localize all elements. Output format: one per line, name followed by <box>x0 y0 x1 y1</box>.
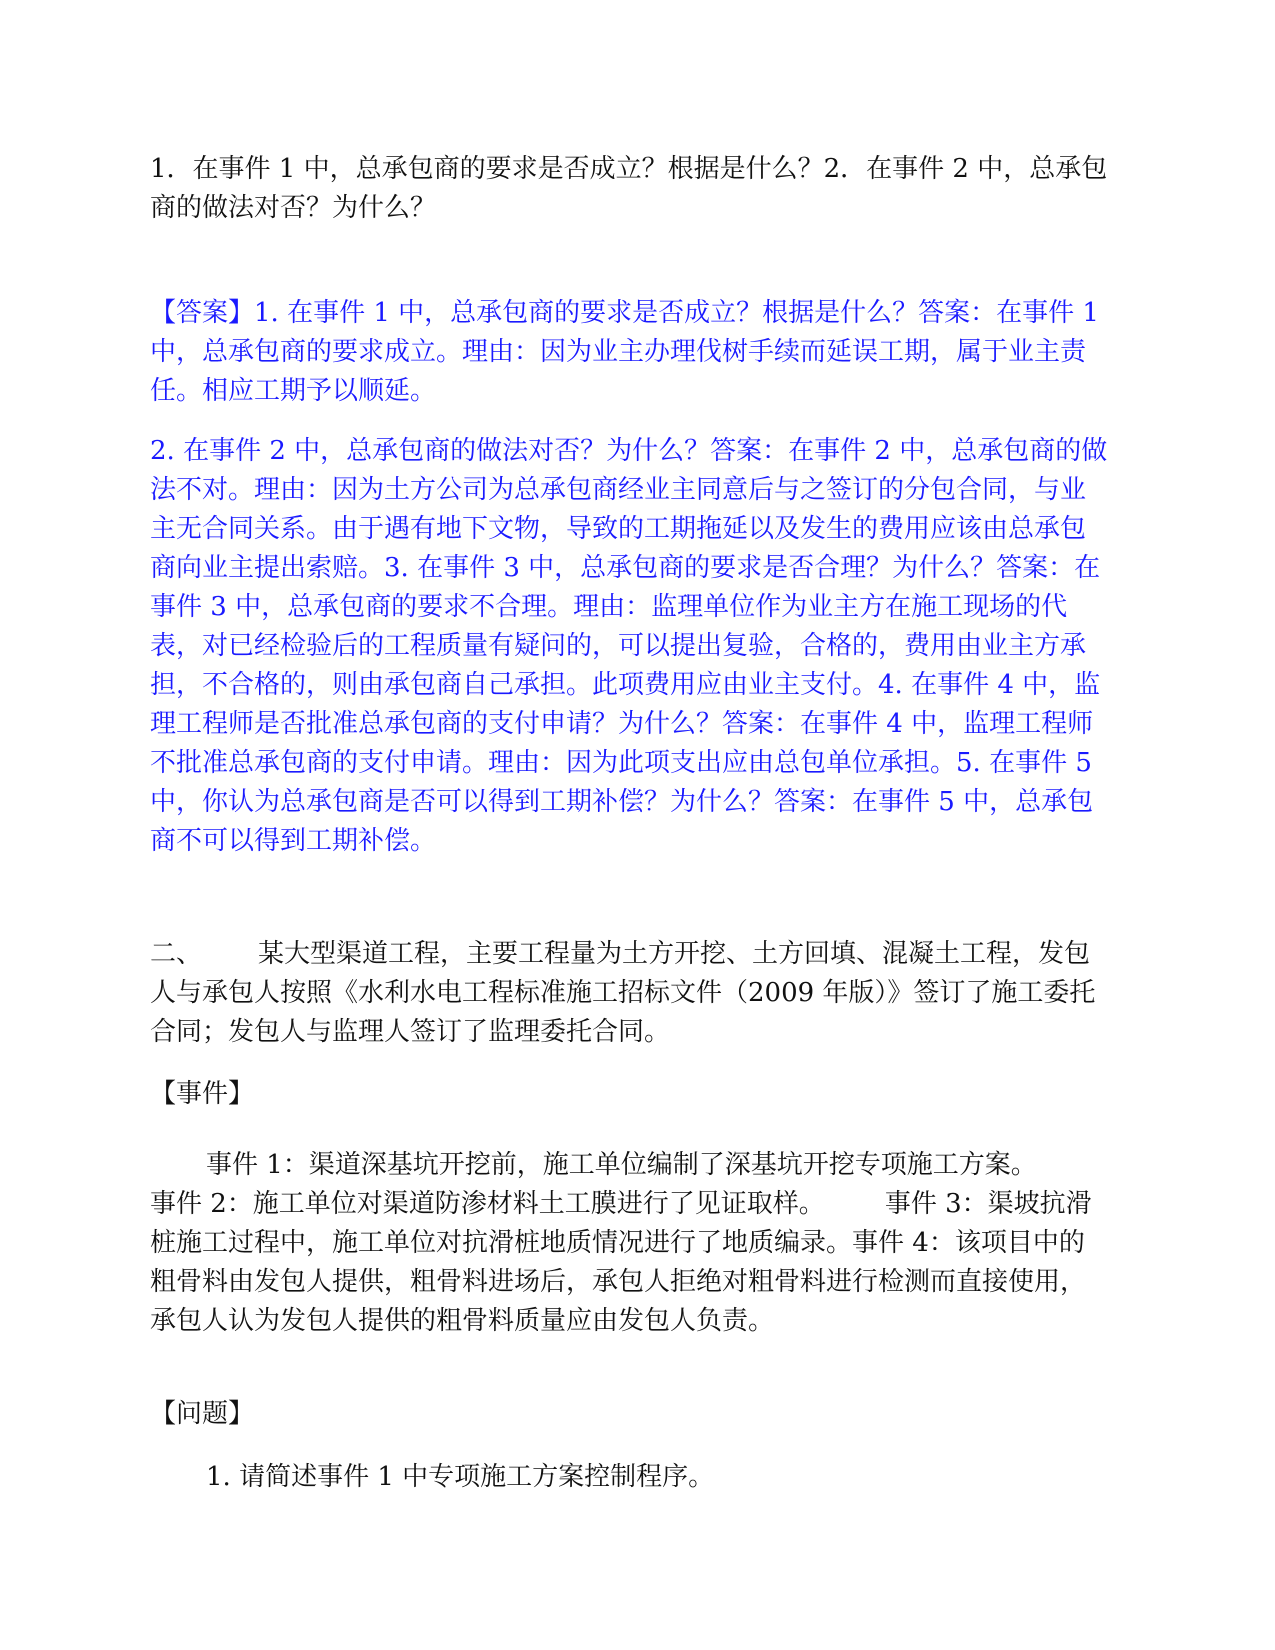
section-2-text: 某大型渠道工程，主要工程量为土方开挖、土方回填、混凝土工程，发包人与承包人按照《水利水电工程标准施工招标文件（2009 年版）》签订了施工委托合同；发包人与监理人签订了监理委托合同。 <box>150 939 1096 1047</box>
event-4: 事件 4：该项目中的粗骨料由发包人提供，粗骨料进场后，承包人拒绝对粗骨料进行检测而直接使用，承包人认为发包人提供的粗骨料质量应由发包人负责。 <box>150 1228 1087 1336</box>
answer-part-1: 【答案】1. 在事件 1 中，总承包商的要求是否成立？根据是什么？答案：在事件 1 中，总承包商的要求成立。理由：因为业主办理伐树手续而延误工期，属于业主责任。相应工期予以顺延。 <box>150 298 1099 406</box>
questions-heading: 【问题】 <box>150 1399 255 1429</box>
section-2-paragraph <box>150 935 1110 1052</box>
event-1: 事件 1：渠道深基坑开挖前，施工单位编制了深基坑开挖专项施工方案。 <box>206 1150 1037 1180</box>
events-heading: 【事件】 <box>150 1079 255 1109</box>
section-2-number: 二、 <box>150 939 203 969</box>
event-2: 事件 2：施工单位对渠道防渗材料土工膜进行了见证取样。 <box>150 1189 825 1219</box>
question-intro: 1．在事件 1 中，总承包商的要求是否成立？根据是什么？2．在事件 2 中，总承包商的做法对否？为什么？ <box>150 154 1108 223</box>
answer-part-2: 2. 在事件 2 中，总承包商的做法对否？为什么？答案：在事件 2 中，总承包商的做法不对。理由：因为土方公司为总承包商经业主同意后与之签订的分包合同，与业主无合同关系。由于遇有地下文物，导致的工期拖延以及发生的费用应该由总承包商向业主提出索赔。3. 在事件 3 中，总承包商的要求是否合理？为什么？答案：在事件 3 中，总承包商的要求不合理。理由：监理单位作为业主方在施工现场的代表，对已经检验后的工程质量有疑问的，可以提出复验，合格的，费用由业主方承担，不合格的，则由承包商自己承担。此项费用应由业主支付。4. 在事件 4 中，监理工程师是否批准总承包商的支付申请？为什么？答案：在事件 4 中，监理工程师不批准总承包商的支付申请。理由：因为此项支出应由总包单位承担。5. 在事件 5 中，你认为总承包商是否可以得到工期补偿？为什么？答案：在事件 5 中，总承包商不可以得到工期补偿。 <box>150 436 1108 856</box>
event-3: 事件 3：渠坡抗滑桩施工过程中，施工单位对抗滑桩地质情况进行了地质编录。 <box>150 1189 1092 1258</box>
events-paragraph <box>150 1146 1110 1341</box>
question-1: 1. 请简述事件 1 中专项施工方案控制程序。 <box>206 1462 715 1492</box>
